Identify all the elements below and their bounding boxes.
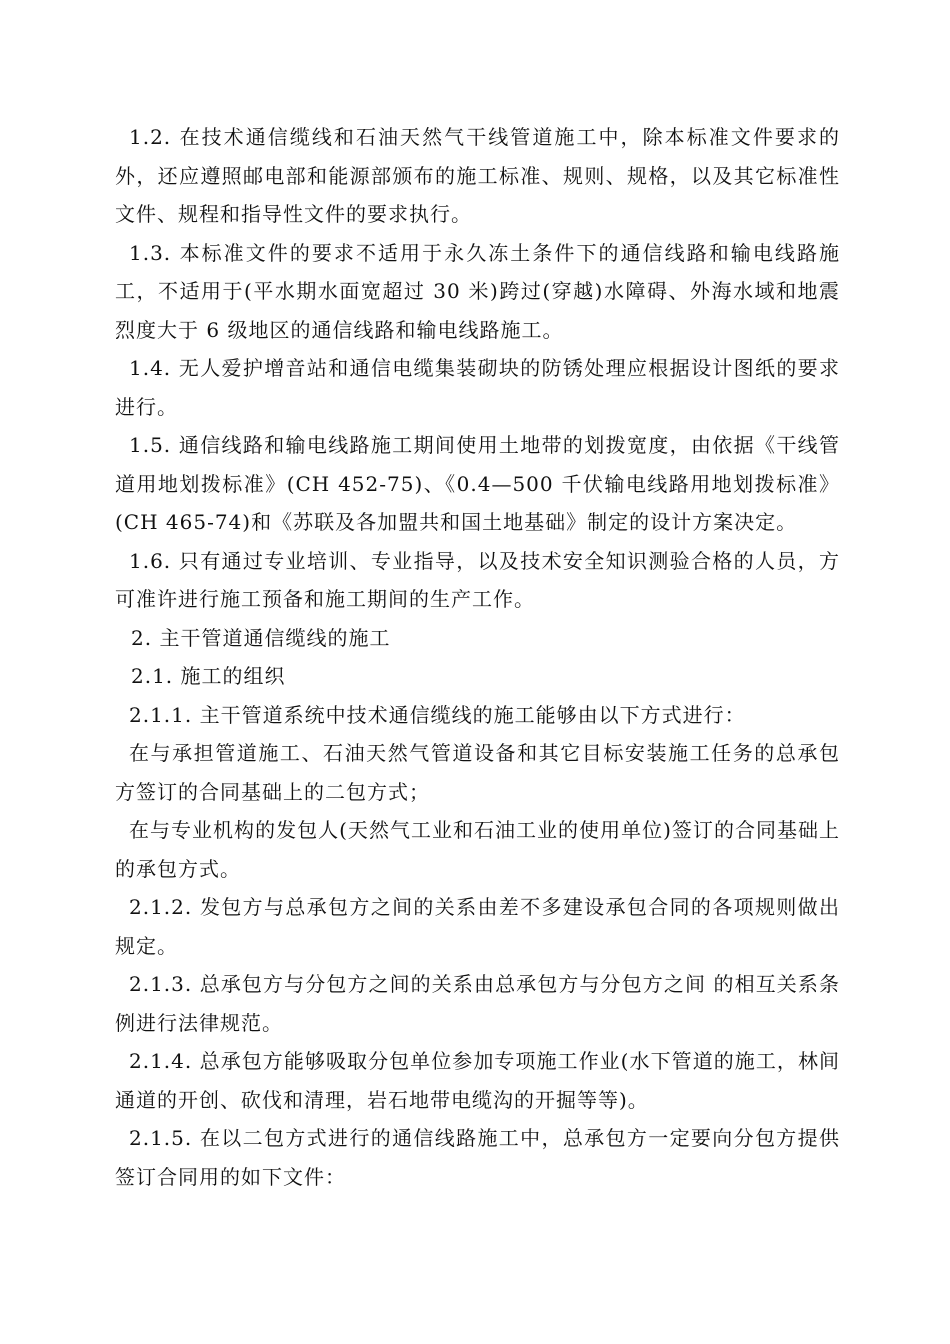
document-body (115, 118, 840, 1196)
section-heading-2: 2. 主干管道通信缆线的施工 (131, 625, 391, 650)
paragraph-1-3: 1.3. 本标准文件的要求不适用于永久冻土条件下的通信线路和输电线路施工，不适用于(平水期水面宽超过 30 米)跨过(穿越)水障碍、外海水域和地震烈度大于 6 级地区的通信线路和输电线路施工。 (115, 240, 840, 342)
paragraph-1-5: 1.5. 通信线路和输电线路施工期间使用土地带的划拨宽度，由依据《干线管道用地划拨标准》(CH 452-75)、《0.4—500 千伏输电线路用地划拨标准》(CH 465-74)和《苏联及各加盟共和国土地基础》制定的设计方案决定。 (115, 433, 840, 534)
paragraph-2-1-3: 2.1.3. 总承包方与分包方之间的关系由总承包方与分包方之间 的相互关系条例进行法律规范。 (115, 972, 840, 1035)
paragraph-2-1-5: 2.1.5. 在以二包方式进行的通信线路施工中，总承包方一定要向分包方提供签订合同用的如下文件： (115, 1126, 840, 1189)
paragraph-2-1-2: 2.1.2. 发包方与总承包方之间的关系由差不多建设承包合同的各项规则做出规定。 (115, 895, 840, 958)
paragraph-contract-method: 在与专业机构的发包人(天然气工业和石油工业的使用单位)签订的合同基础上的承包方式。 (115, 818, 840, 881)
paragraph-1-2: 1.2. 在技术通信缆线和石油天然气干线管道施工中，除本标准文件要求的外，还应遵照邮电部和能源部颁布的施工标准、规则、规格，以及其它标准性文件、规程和指导性文件的要求执行。 (115, 125, 840, 226)
paragraph-1-4: 1.4. 无人爱护增音站和通信电缆集装砌块的防锈处理应根据设计图纸的要求进行。 (115, 356, 840, 419)
section-heading-2-1: 2.1. 施工的组织 (131, 664, 286, 688)
paragraph-2-1-4: 2.1.4. 总承包方能够吸取分包单位参加专项施工作业(水下管道的施工，林间通道的开创、砍伐和清理，岩石地带电缆沟的开掘等等)。 (115, 1049, 840, 1112)
paragraph-2-1-1: 2.1.1. 主干管道系统中技术通信缆线的施工能够由以下方式进行： (129, 702, 746, 727)
paragraph-1-6: 1.6. 只有通过专业培训、专业指导，以及技术安全知识测验合格的人员，方可准许进行施工预备和施工期间的生产工作。 (115, 548, 840, 611)
paragraph-subcontract-method: 在与承担管道施工、石油天然气管道设备和其它目标安装施工任务的总承包方签订的合同基础上的二包方式； (115, 741, 840, 804)
